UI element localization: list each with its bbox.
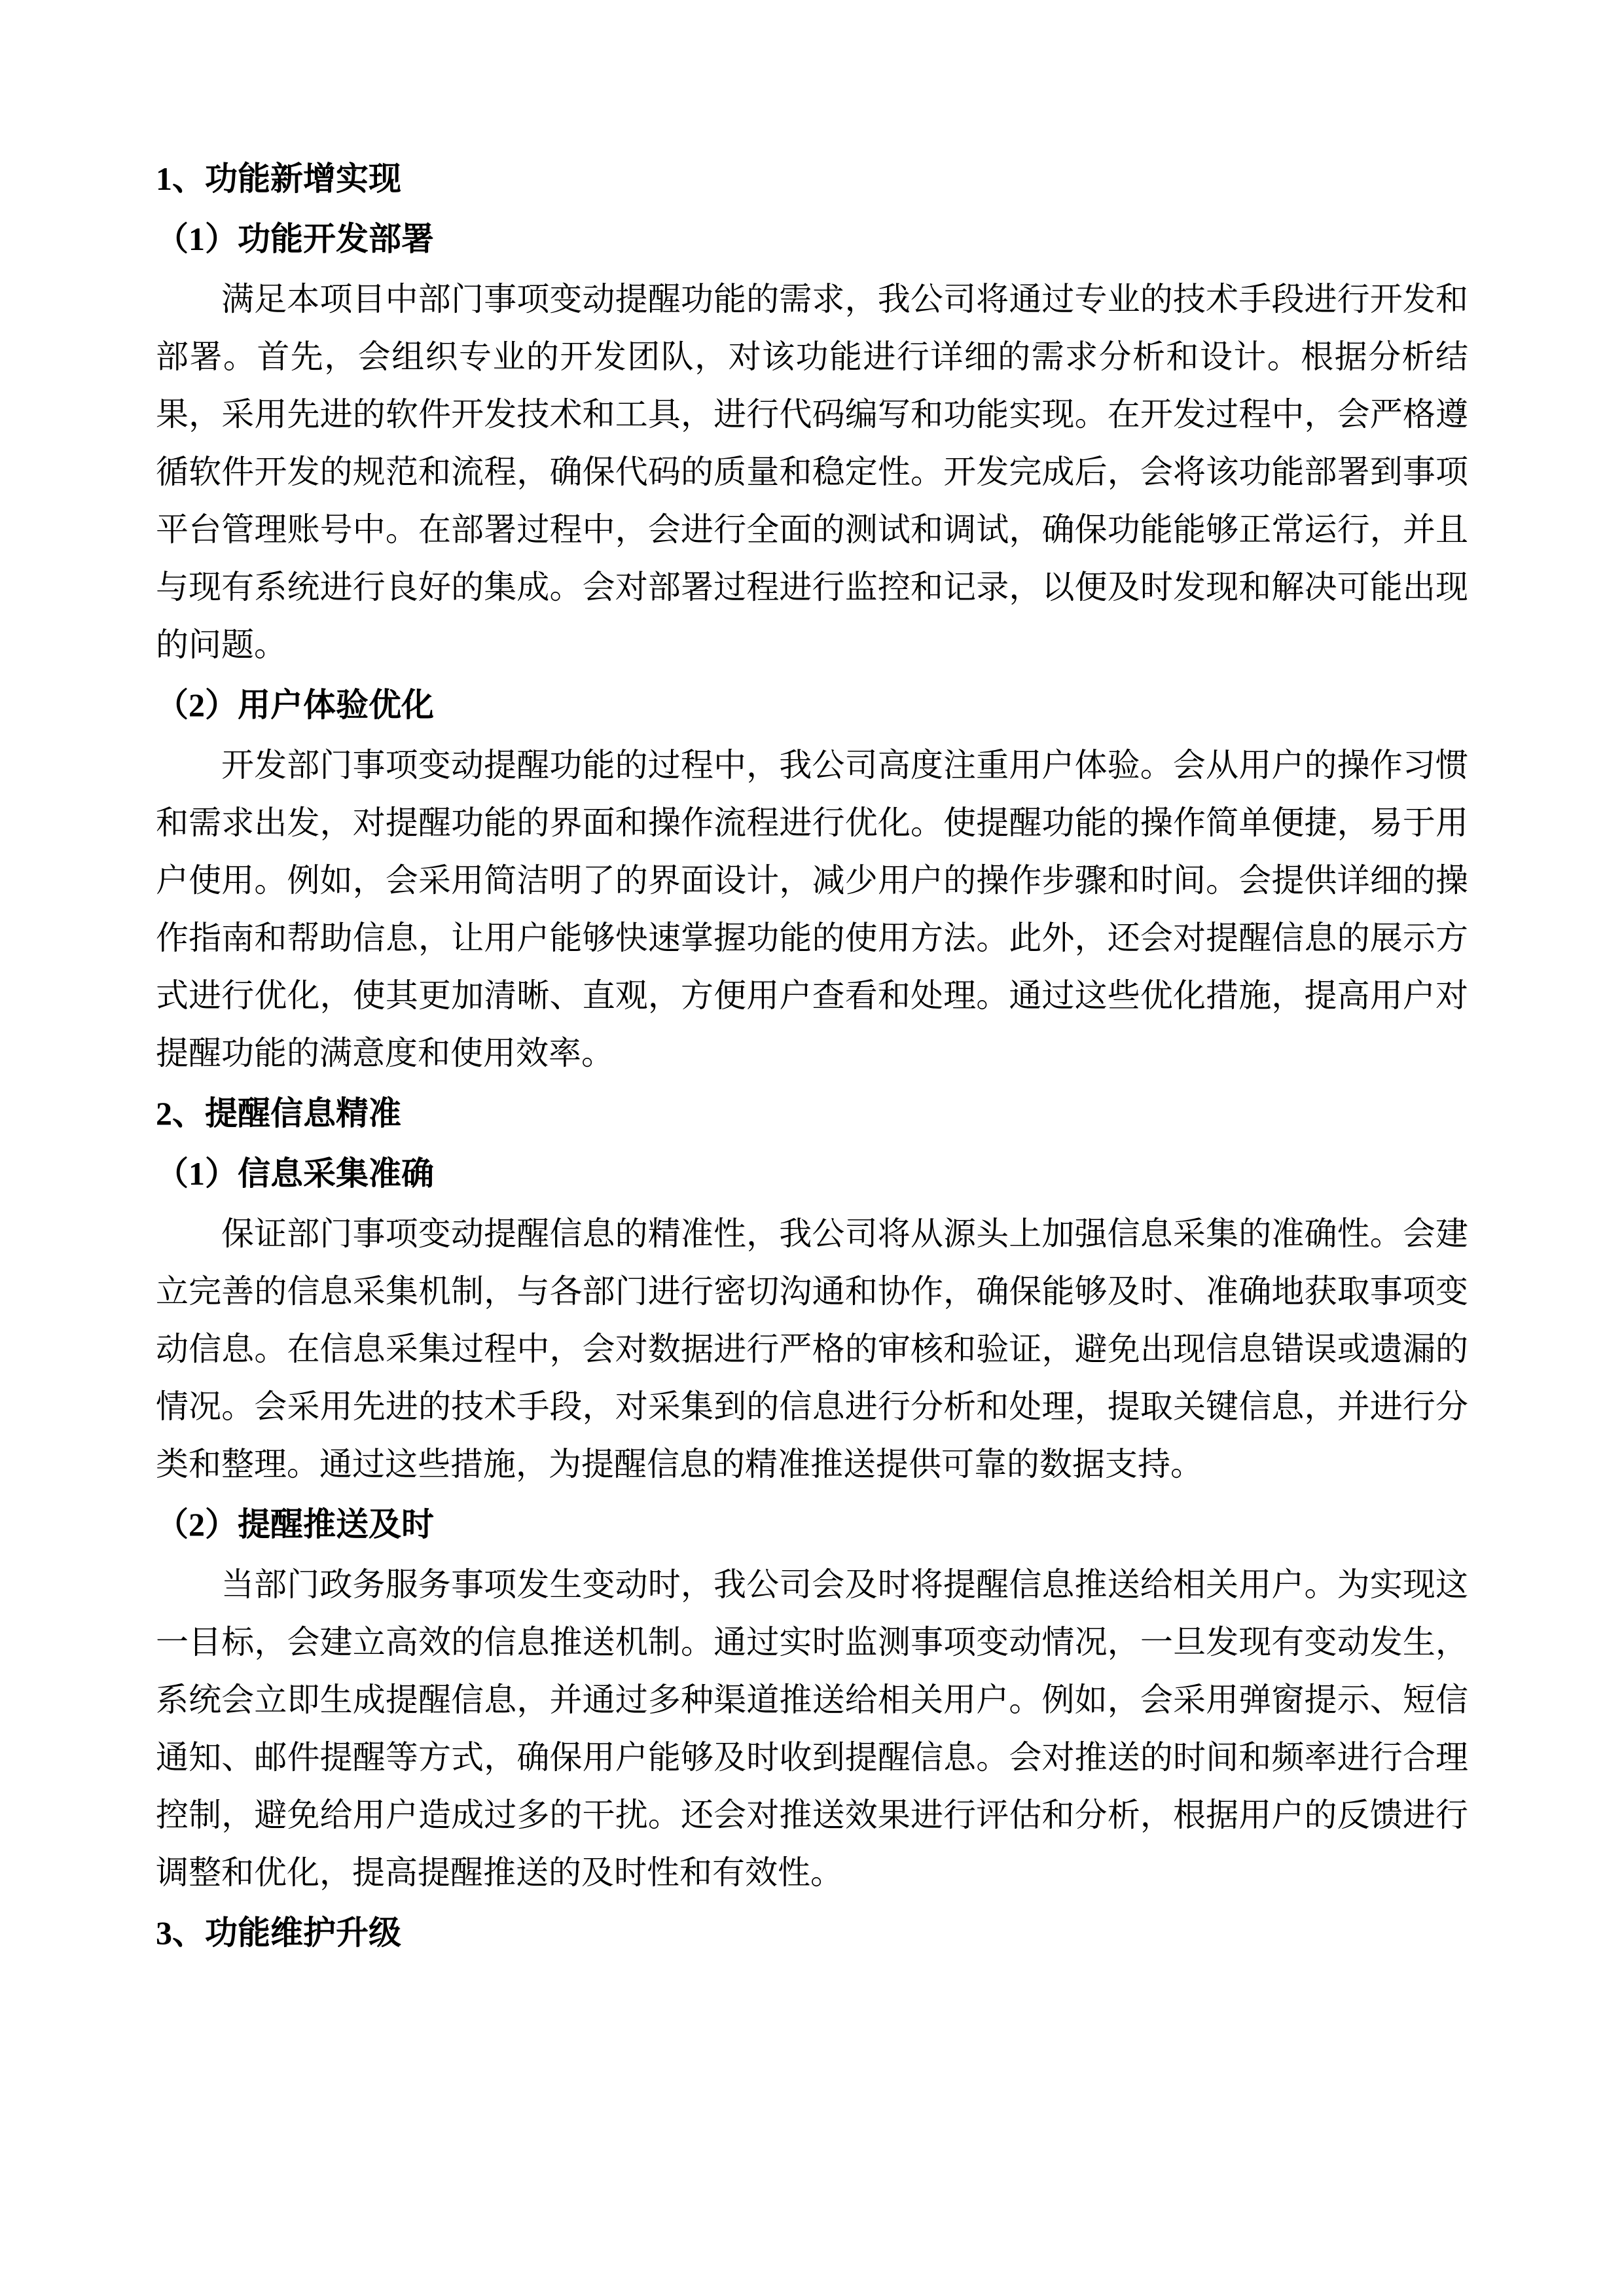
sub-heading-1-2: （2）用户体验优化 — [156, 687, 434, 723]
sub-heading-2-2: （2）提醒推送及时 — [156, 1506, 434, 1543]
section-heading-3: 3、功能维护升级 — [156, 1914, 401, 1951]
paragraph-function-deploy: 满足本项目中部门事项变动提醒功能的需求，我公司将通过专业的技术手段进行开发和部署。首先，会组织专业的开发团队，对该功能进行详细的需求分析和设计。根据分析结果，采用先进的软件开发技术和工具，进行代码编写和功能实现。在开发过程中，会严格遵循软件开发的规范和流程，确保代码的质量和稳定性。开发完成后，会将该功能部署到事项平台管理账号中。在部署过程中，会进行全面的测试和调试，确保功能能够正常运行，并且与现有系统进行良好的集成。会对部署过程进行监控和记录，以便及时发现和解决可能出现的问题。 — [156, 281, 1468, 663]
sub-heading-2-1: （1）信息采集准确 — [156, 1155, 434, 1192]
paragraph-info-collection: 保证部门事项变动提醒信息的精准性，我公司将从源头上加强信息采集的准确性。会建立完善的信息采集机制，与各部门进行密切沟通和协作，确保能够及时、准确地获取事项变动信息。在信息采集过程中，会对数据进行严格的审核和验证，避免出现信息错误或遗漏的情况。会采用先进的技术手段，对采集到的信息进行分析和处理，提取关键信息，并进行分类和整理。通过这些措施，为提醒信息的精准推送提供可靠的数据支持。 — [156, 1215, 1468, 1482]
section-heading-1: 1、功能新增实现 — [156, 160, 401, 197]
paragraph-push-timely: 当部门政务服务事项发生变动时，我公司会及时将提醒信息推送给相关用户。为实现这一目标，会建立高效的信息推送机制。通过实时监测事项变动情况，一旦发现有变动发生，系统会立即生成提醒信息，并通过多种渠道推送给相关用户。例如，会采用弹窗提示、短信通知、邮件提醒等方式，确保用户能够及时收到提醒信息。会对推送的时间和频率进行合理控制，避免给用户造成过多的干扰。还会对推送效果进行评估和分析，根据用户的反馈进行调整和优化，提高提醒推送的及时性和有效性。 — [156, 1566, 1468, 1891]
sub-heading-1-1: （1）功能开发部署 — [156, 221, 434, 257]
section-heading-2: 2、提醒信息精准 — [156, 1095, 401, 1132]
paragraph-user-experience: 开发部门事项变动提醒功能的过程中，我公司高度注重用户体验。会从用户的操作习惯和需求出发，对提醒功能的界面和操作流程进行优化。使提醒功能的操作简单便捷，易于用户使用。例如，会采用简洁明了的界面设计，减少用户的操作步骤和时间。会提供详细的操作指南和帮助信息，让用户能够快速掌握功能的使用方法。此外，还会对提醒信息的展示方式进行优化，使其更加清晰、直观，方便用户查看和处理。通过这些优化措施，提高用户对提醒功能的满意度和使用效率。 — [156, 747, 1468, 1071]
